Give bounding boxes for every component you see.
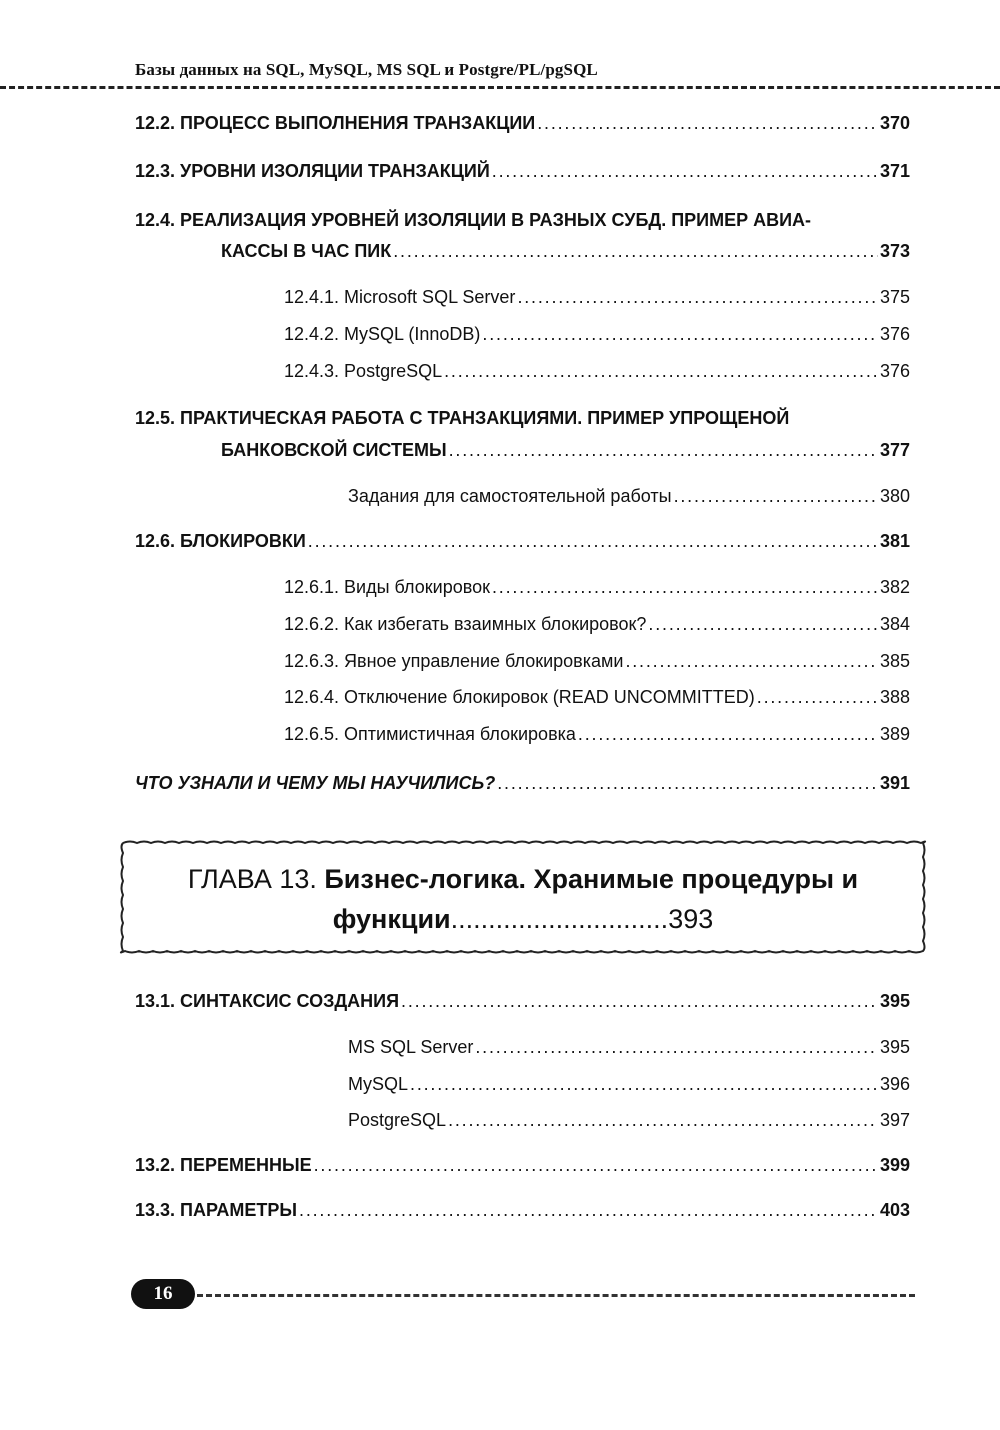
wavy-frame xyxy=(118,838,928,956)
leader-dots xyxy=(308,531,878,552)
leader-dots xyxy=(674,486,878,507)
toc-entry-page: 391 xyxy=(879,773,910,793)
leader-dots xyxy=(648,614,878,635)
toc-entry-page: 385 xyxy=(879,651,910,671)
page-number-badge: 16 xyxy=(131,1279,195,1309)
toc-entry-page: 388 xyxy=(879,687,910,707)
toc-entry[interactable] xyxy=(135,531,910,552)
toc-entry-page: 389 xyxy=(879,724,910,744)
toc-entry-label: 13.1. СИНТАКСИС СОЗДАНИЯ xyxy=(135,991,400,1011)
toc-entry-label: 12.4.2. MySQL (InnoDB) xyxy=(284,324,481,344)
toc-entry[interactable] xyxy=(221,241,910,262)
leader-dots xyxy=(449,440,878,461)
chapter-title-line1 xyxy=(118,864,928,895)
toc-entry-page: 371 xyxy=(879,161,910,181)
running-head: Базы данных на SQL, MySQL, MS SQL и Postgre/PL/pgSQL xyxy=(135,60,598,79)
toc-entry-label: 12.3. УРОВНИ ИЗОЛЯЦИИ ТРАНЗАКЦИЙ xyxy=(135,161,490,181)
leader-dots xyxy=(393,241,878,262)
leader-dots xyxy=(299,1200,878,1221)
chapter-title-cont: функции xyxy=(332,904,451,934)
chapter-page: 393 xyxy=(668,904,714,934)
toc-entry-page: 376 xyxy=(879,361,910,381)
toc-entry-label: 12.4.1. Microsoft SQL Server xyxy=(284,287,516,307)
toc-entry[interactable] xyxy=(135,773,910,794)
toc-entry-page: 375 xyxy=(879,287,910,307)
toc-entry[interactable] xyxy=(135,991,910,1012)
chapter-title: Бизнес-логика. Хранимые процедуры и xyxy=(324,864,859,894)
toc-entry-label: 12.6.1. Виды блокировок xyxy=(284,577,490,597)
toc-subentry[interactable] xyxy=(284,651,910,672)
toc-subentry[interactable] xyxy=(284,287,910,308)
leader-dots xyxy=(517,287,878,308)
leader-dots xyxy=(492,161,878,182)
leader-dots xyxy=(757,687,878,708)
toc-entry-label-line1: 12.5. ПРАКТИЧЕСКАЯ РАБОТА С ТРАНЗАКЦИЯМИ. ПРИМЕР УПРОЩЕНОЙ xyxy=(135,408,790,428)
toc-entry-page: 380 xyxy=(879,486,910,506)
chapter-prefix: ГЛАВА 13. xyxy=(187,864,317,894)
chapter-title-line2 xyxy=(118,904,928,935)
toc-entry-label: 13.3. ПАРАМЕТРЫ xyxy=(135,1200,298,1220)
toc-subentry[interactable] xyxy=(348,486,910,507)
toc-subentry[interactable] xyxy=(284,614,910,635)
toc-entry[interactable] xyxy=(135,113,910,134)
toc-entry-page: 395 xyxy=(879,1037,910,1057)
toc-subentry[interactable] xyxy=(284,724,910,745)
toc-entry-page: 395 xyxy=(879,991,910,1011)
toc-entry-label: 12.6. БЛОКИРОВКИ xyxy=(135,531,306,551)
toc-entry-label-line1: 12.4. РЕАЛИЗАЦИЯ УРОВНЕЙ ИЗОЛЯЦИИ В РАЗНЫХ СУБД. ПРИМЕР АВИА- xyxy=(135,210,812,230)
leader-dots xyxy=(444,361,878,382)
toc-entry-label: MS SQL Server xyxy=(348,1037,474,1057)
toc-subentry[interactable] xyxy=(284,324,910,345)
toc-entry-label: 12.6.2. Как избегать взаимных блокировок? xyxy=(284,614,647,634)
toc-entry-page: 370 xyxy=(879,113,910,133)
leader-dots xyxy=(482,324,878,345)
toc-subentry[interactable] xyxy=(284,361,910,382)
footer-divider xyxy=(197,1294,915,1297)
toc-subentry[interactable] xyxy=(348,1110,910,1131)
leader-dots xyxy=(401,991,878,1012)
leader-dots xyxy=(410,1074,878,1095)
toc-entry-page: 384 xyxy=(879,614,910,634)
toc-entry-page: 376 xyxy=(879,324,910,344)
chapter-heading-box[interactable] xyxy=(118,838,928,956)
toc-entry[interactable] xyxy=(221,440,910,461)
toc-entry-page: 377 xyxy=(879,440,910,460)
toc-entry-label: MySQL xyxy=(348,1074,409,1094)
toc-subentry[interactable] xyxy=(284,577,910,598)
toc-entry-page: 382 xyxy=(879,577,910,597)
header-divider xyxy=(0,86,1000,89)
leader-dots xyxy=(497,773,878,794)
leader-dots xyxy=(537,113,878,134)
toc-entry-label: БАНКОВСКОЙ СИСТЕМЫ xyxy=(221,440,447,460)
toc-entry-label: PostgreSQL xyxy=(348,1110,447,1130)
toc-entry-page: 399 xyxy=(879,1155,910,1175)
leader-dots xyxy=(475,1037,878,1058)
toc-entry-page: 403 xyxy=(879,1200,910,1220)
toc-entry-label: 12.2. ПРОЦЕСС ВЫПОЛНЕНИЯ ТРАНЗАКЦИИ xyxy=(135,113,536,133)
toc-entry-page: 373 xyxy=(879,241,910,261)
toc-entry-page: 381 xyxy=(879,531,910,551)
toc-entry-label: 12.6.3. Явное управление блокировками xyxy=(284,651,624,671)
leader-dots xyxy=(492,577,878,598)
leader-dots xyxy=(448,1110,878,1131)
toc-entry[interactable] xyxy=(135,1155,910,1176)
toc-subentry[interactable] xyxy=(284,687,910,708)
toc-subentry[interactable] xyxy=(348,1074,910,1095)
leader-dots xyxy=(625,651,878,672)
toc-entry-label: 13.2. ПЕРЕМЕННЫЕ xyxy=(135,1155,312,1175)
toc-entry[interactable] xyxy=(135,161,910,182)
toc-entry-label: Задания для самостоятельной работы xyxy=(348,486,672,506)
toc-subentry[interactable] xyxy=(348,1037,910,1058)
toc-entry-label: ЧТО УЗНАЛИ И ЧЕМУ МЫ НАУЧИЛИСЬ? xyxy=(135,773,496,793)
leader-dots: ............................. xyxy=(450,904,669,934)
toc-entry[interactable] xyxy=(135,1200,910,1221)
leader-dots xyxy=(578,724,878,745)
toc-entry-label: 12.4.3. PostgreSQL xyxy=(284,361,443,381)
toc-entry-page: 396 xyxy=(879,1074,910,1094)
toc-entry-label: 12.6.5. Оптимистичная блокировка xyxy=(284,724,576,744)
toc-entry-label: 12.6.4. Отключение блокировок (READ UNCOMMITTED) xyxy=(284,687,755,707)
leader-dots xyxy=(314,1155,878,1176)
toc-entry-page: 397 xyxy=(879,1110,910,1130)
toc-entry-label: КАССЫ В ЧАС ПИК xyxy=(221,241,392,261)
